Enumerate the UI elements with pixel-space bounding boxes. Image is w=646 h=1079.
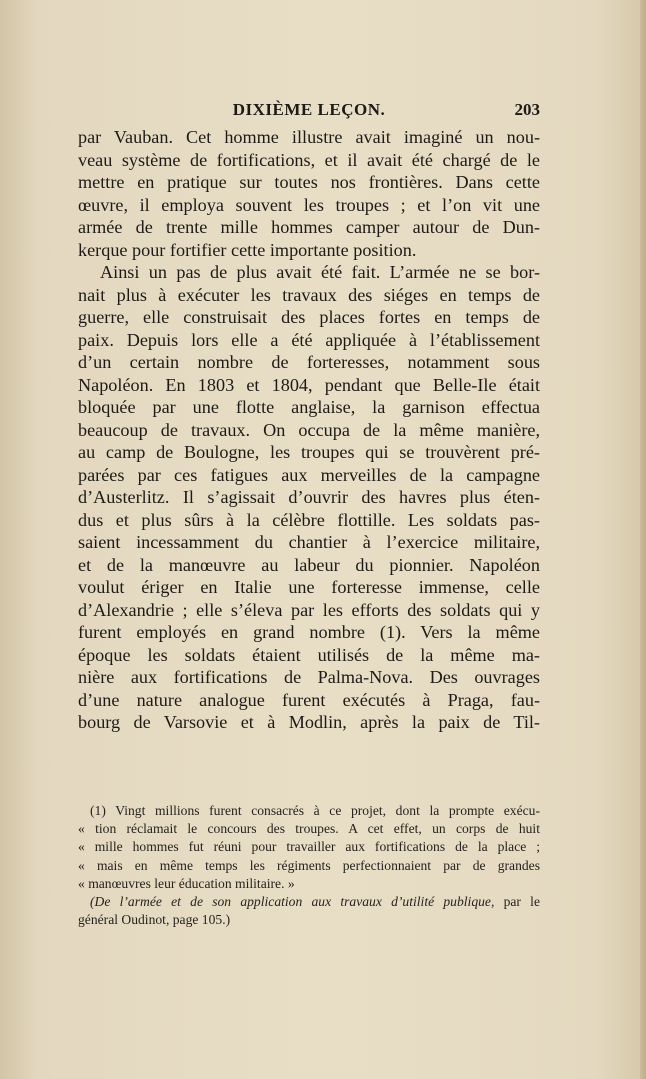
source-title: (De l’armée et de son application aux travaux d’utilité publique,	[90, 894, 495, 910]
text-line: et de la manœuvre au labeur du pionnier. Napoléon	[78, 554, 540, 575]
text-line: mettre en pratique sur toutes nos frontières. Dans cette	[78, 172, 540, 192]
text-line: bloquée par une flotte anglaise, la garnison effectua	[78, 397, 540, 417]
text-line: voulut ériger en Italie une forteresse immense, celle	[78, 577, 540, 597]
main-text	[78, 126, 540, 734]
text-line: d’une nature analogue furent exécutés à Praga, fau-	[78, 689, 540, 710]
text-line: d’Alexandrie ; elle s’éleva par les efforts des soldats qui y	[78, 599, 540, 620]
text-line: par Vauban. Cet homme illustre avait imaginé un nou-	[78, 127, 540, 147]
text-line: beaucoup de travaux. On occupa de la même manière,	[78, 419, 540, 440]
text-line: nière aux fortifications de Palma-Nova. Des ouvrages	[78, 667, 540, 687]
footnote-line: « mille hommes fut réuni pour travailler aux fortifications de la place ;	[78, 839, 540, 855]
text-line: armée de trente mille hommes camper autour de Dun-	[78, 217, 540, 237]
footnote-source-line	[78, 893, 540, 911]
text-line: au camp de Boulogne, les troupes qui se trouvèrent pré-	[78, 442, 540, 462]
footnote-source-line: général Oudinot, page 105.)	[78, 912, 231, 928]
text-line: œuvre, il employa souvent les troupes ; et l’on vit une	[78, 194, 540, 215]
text-line: furent employés en grand nombre (1). Vers la même	[78, 622, 540, 642]
text-line: bourg de Varsovie et à Modlin, après la paix de Til-	[78, 712, 540, 732]
text-line: parées par ces fatigues aux merveilles de la campagne	[78, 464, 540, 485]
text-line: d’Austerlitz. Il s’agissait d’ouvrir des havres plus éten-	[78, 487, 540, 507]
page-number: 203	[514, 100, 540, 119]
running-header	[78, 100, 540, 126]
text-line: Napoléon. En 1803 et 1804, pendant que Belle-Ile était	[78, 374, 540, 395]
chapter-title: DIXIÈME LEÇON.	[232, 100, 386, 119]
text-line: kerque pour fortifier cette importante position.	[78, 239, 417, 260]
text-line: d’un certain nombre de forteresses, notamment sous	[78, 352, 540, 372]
footnote-line: (1) Vingt millions furent consacrés à ce projet, dont la prompte exécu-	[90, 803, 540, 818]
footnotes	[78, 802, 540, 929]
text-line: dus et plus sûrs à la célèbre flottille. Les soldats pas-	[78, 509, 540, 530]
footnote-line: « mais en même temps les régiments perfectionnaient par de grandes	[78, 857, 540, 873]
text-line: veau système de fortifications, et il avait été chargé de le	[78, 149, 540, 170]
source-author-prefix: par le	[494, 894, 540, 910]
text-line: époque les soldats étaient utilisés de la même ma-	[78, 644, 540, 665]
text-line: saient incessamment du chantier à l’exercice militaire,	[78, 532, 540, 552]
footnote-line: « manœuvres leur éducation militaire. »	[78, 875, 295, 891]
text-line: guerre, elle construisait des places fortes en temps de	[78, 307, 540, 327]
page-edge	[640, 0, 646, 1079]
footnote-line: « tion réclamait le concours des troupes. A cet effet, un corps de huit	[78, 821, 540, 837]
text-line: paix. Depuis lors elle a été appliquée à l’établissement	[78, 329, 540, 350]
text-line: Ainsi un pas de plus avait été fait. L’armée ne se bor-	[100, 262, 540, 282]
text-line: nait plus à exécuter les travaux des siéges en temps de	[78, 284, 540, 305]
